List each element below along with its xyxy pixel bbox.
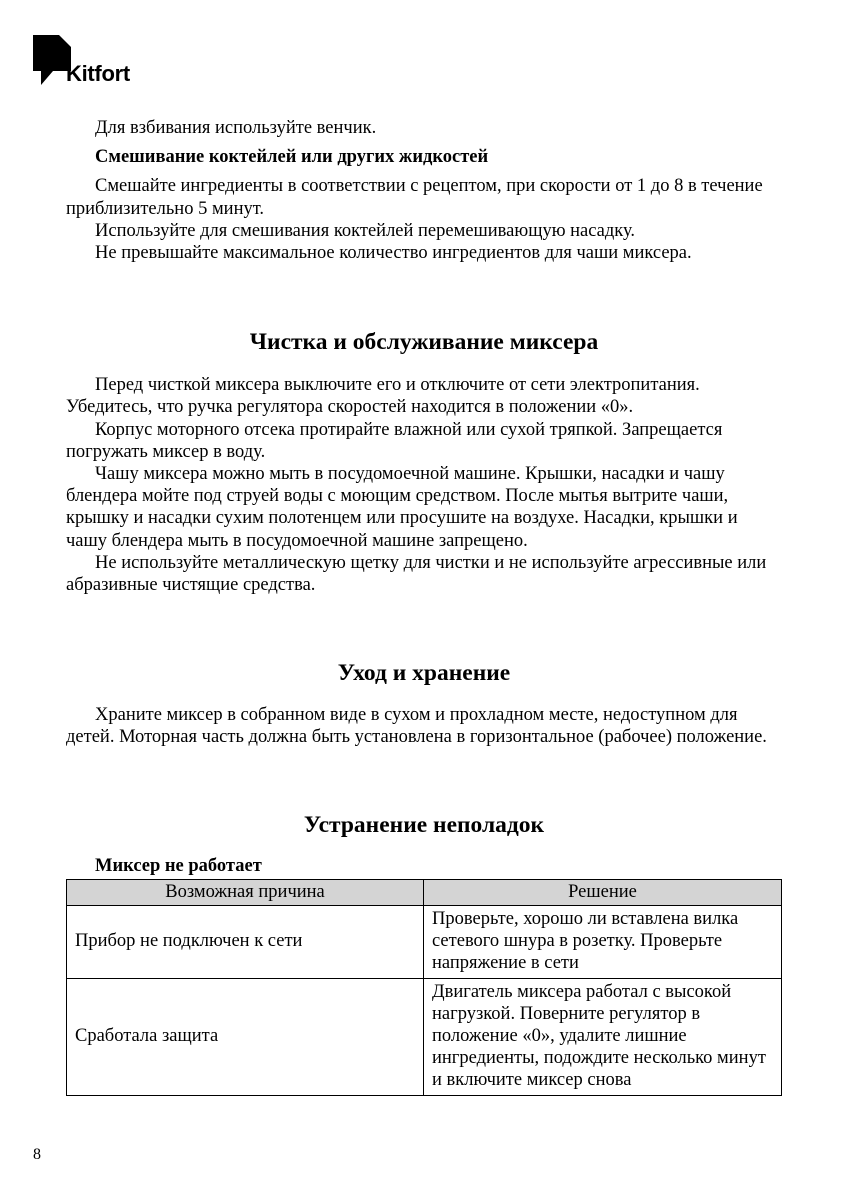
cocktails-paragraph-2: Используйте для смешивания коктейлей перемешивающую насадку. (95, 220, 636, 241)
troubleshooting-title: Устранение неполадок (303, 811, 545, 838)
table-header-row (67, 879, 782, 905)
cleaning-paragraph-4: Не используйте металлическую щетку для чистки и не используйте агрессивные или абразивные чистящие средства. (66, 552, 767, 596)
whisk-paragraph: Для взбивания используйте венчик. (95, 118, 377, 138)
table-row (67, 906, 782, 979)
cocktails-subtitle: Смешивание коктейлей или других жидкостей (95, 147, 489, 168)
cleaning-paragraph-2: Корпус моторного отсека протирайте влажной или сухой тряпкой. Запрещается погружать миксер в воду. (66, 419, 723, 462)
troubleshooting-subtitle: Миксер не работает (95, 855, 262, 876)
cleaning-title: Чистка и обслуживание миксера (249, 329, 599, 356)
cleaning-paragraph-3: Чашу миксера можно мыть в посудомоечной машине. Крышки, насадки и чашу блендера мойте под струей воды с моющим средством. После мытья вытрите чаши, крышку и насадки сухим полотенцем или просушите на воздухе. Насадки, крышки и чашу блендера мыть в посудомоечной машине запрещено. (66, 464, 738, 551)
cause-cell: Сработала защита (67, 978, 424, 1095)
storage-title: Уход и хранение (337, 660, 511, 687)
troubleshooting-table (66, 879, 782, 1096)
header-cause: Возможная причина (67, 879, 424, 905)
cleaning-paragraph-1: Перед чисткой миксера выключите его и отключите от сети электропитания. Убедитесь, что ручка регулятора скоростей находится в положении «0». (66, 375, 700, 418)
brand-logo (33, 35, 143, 87)
cocktails-paragraph-3: Не превышайте максимальное количество ингредиентов для чаши миксера. (95, 243, 692, 264)
solution-cell: Двигатель миксера работал с высокой нагрузкой. Поверните регулятор в положение «0», удалите лишние ингредиенты, подождите несколько минут и включите миксер снова (424, 978, 782, 1095)
page-number: 8 (33, 1146, 41, 1163)
page-content (66, 117, 782, 1096)
brand-name: Kitfort (66, 61, 130, 86)
solution-cell: Проверьте, хорошо ли вставлена вилка сетевого шнура в розетку. Проверьте напряжение в сети (424, 906, 782, 979)
table-row (67, 978, 782, 1095)
header-solution: Решение (424, 879, 782, 905)
cocktails-paragraph-1: Смешайте ингредиенты в соответствии с рецептом, при скорости от 1 до 8 в течение приблизительно 5 минут. (66, 176, 763, 219)
cause-cell: Прибор не подключен к сети (67, 906, 424, 979)
storage-paragraph: Храните миксер в собранном виде в сухом и прохладном месте, недоступном для детей. Моторная часть должна быть установлена в горизонтальное (рабочее) положение. (66, 705, 767, 748)
